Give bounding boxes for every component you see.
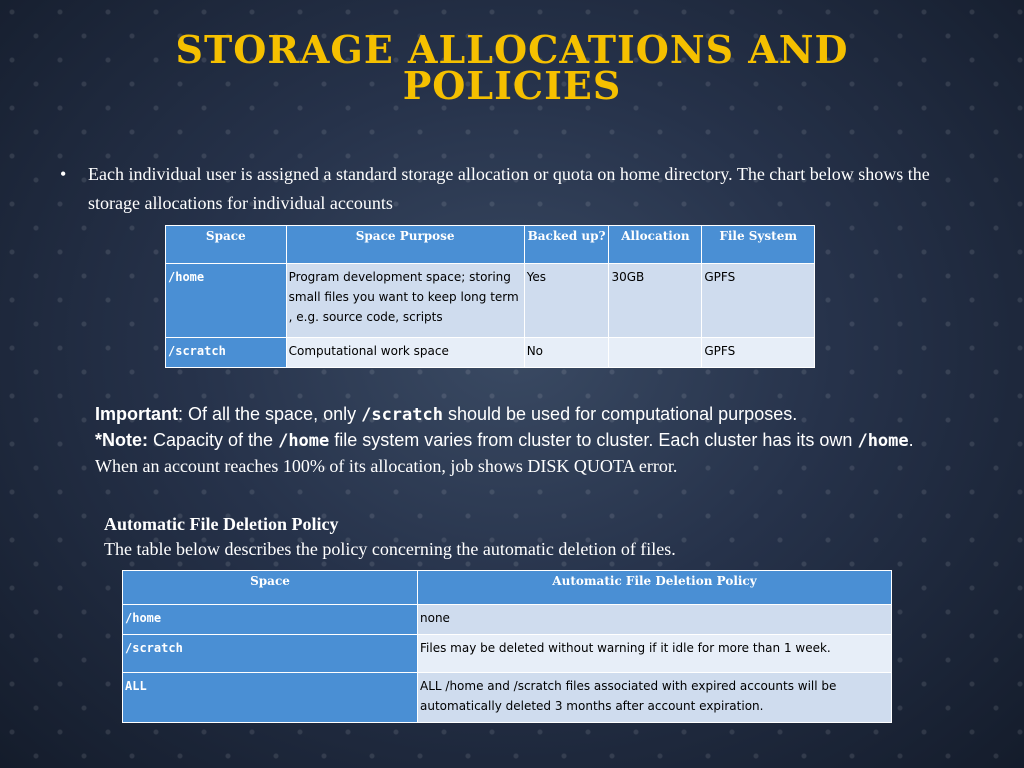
cell-space: /scratch bbox=[123, 635, 418, 673]
cell-backed: No bbox=[524, 338, 609, 368]
deletion-policy-table bbox=[122, 570, 892, 723]
cell-backed: Yes bbox=[524, 264, 609, 338]
cell-allocation bbox=[609, 338, 702, 368]
cell-filesystem: GPFS bbox=[702, 264, 815, 338]
title-line-2: POLICIES bbox=[402, 63, 622, 108]
table-header-row bbox=[123, 571, 892, 605]
cell-space: /home bbox=[123, 605, 418, 635]
home-code-2: /home bbox=[857, 431, 909, 451]
note-text-a: Capacity of the bbox=[148, 430, 279, 450]
important-note bbox=[95, 402, 955, 479]
scratch-code: /scratch bbox=[361, 405, 443, 425]
table-row bbox=[123, 673, 892, 723]
table-header-row bbox=[166, 226, 815, 264]
cell-space: /home bbox=[166, 264, 287, 338]
important-label: Important bbox=[95, 404, 178, 424]
cell-allocation: 30GB bbox=[609, 264, 702, 338]
note-line bbox=[95, 428, 955, 454]
cell-space: ALL bbox=[123, 673, 418, 723]
col-header-backed: Backed up? bbox=[524, 226, 609, 264]
important-text-b: should be used for computational purposes. bbox=[442, 404, 798, 424]
table-row bbox=[123, 635, 892, 673]
policy-text: The table below describes the policy concerning the automatic deletion of files. bbox=[104, 539, 676, 559]
cell-policy: Files may be deleted without warning if it idle for more than 1 week. bbox=[418, 635, 892, 673]
cell-filesystem: GPFS bbox=[702, 338, 815, 368]
slide-title bbox=[0, 27, 1024, 108]
quota-text: When an account reaches 100% of its allocation, job shows DISK QUOTA error. bbox=[95, 456, 678, 476]
table-row bbox=[166, 264, 815, 338]
bullet-icon: • bbox=[60, 164, 67, 184]
cell-policy: none bbox=[418, 605, 892, 635]
cell-purpose: Computational work space bbox=[286, 338, 524, 368]
note-text-b: file system varies from cluster to cluster. Each cluster has its own bbox=[329, 430, 858, 450]
intro-text: Each individual user is assigned a standard storage allocation or quota on home directory. The chart below shows the storage allocations for individual accounts bbox=[88, 164, 930, 213]
intro-paragraph bbox=[60, 160, 960, 218]
home-code: /home bbox=[278, 431, 330, 451]
cell-policy: ALL /home and /scratch files associated with expired accounts will be automatically deleted 3 months after account expiration. bbox=[418, 673, 892, 723]
note-text-c: . bbox=[908, 430, 914, 450]
storage-allocation-table bbox=[165, 225, 815, 368]
cell-space: /scratch bbox=[166, 338, 287, 368]
important-text-a: : Of all the space, only bbox=[178, 404, 362, 424]
policy-section bbox=[104, 512, 964, 562]
col-header-policy: Automatic File Deletion Policy bbox=[418, 571, 892, 605]
title-line-1: STORAGE ALLOCATIONS AND bbox=[175, 27, 849, 72]
table-row bbox=[166, 338, 815, 368]
col-header-space: Space bbox=[123, 571, 418, 605]
table-row bbox=[123, 605, 892, 635]
cell-purpose: Program development space; storing small files you want to keep long term , e.g. source code, scripts bbox=[286, 264, 524, 338]
policy-heading: Automatic File Deletion Policy bbox=[104, 514, 339, 534]
col-header-space: Space bbox=[166, 226, 287, 264]
col-header-purpose: Space Purpose bbox=[286, 226, 524, 264]
col-header-filesystem: File System bbox=[702, 226, 815, 264]
col-header-allocation: Allocation bbox=[609, 226, 702, 264]
important-line bbox=[95, 402, 955, 428]
note-label: *Note: bbox=[95, 430, 148, 450]
